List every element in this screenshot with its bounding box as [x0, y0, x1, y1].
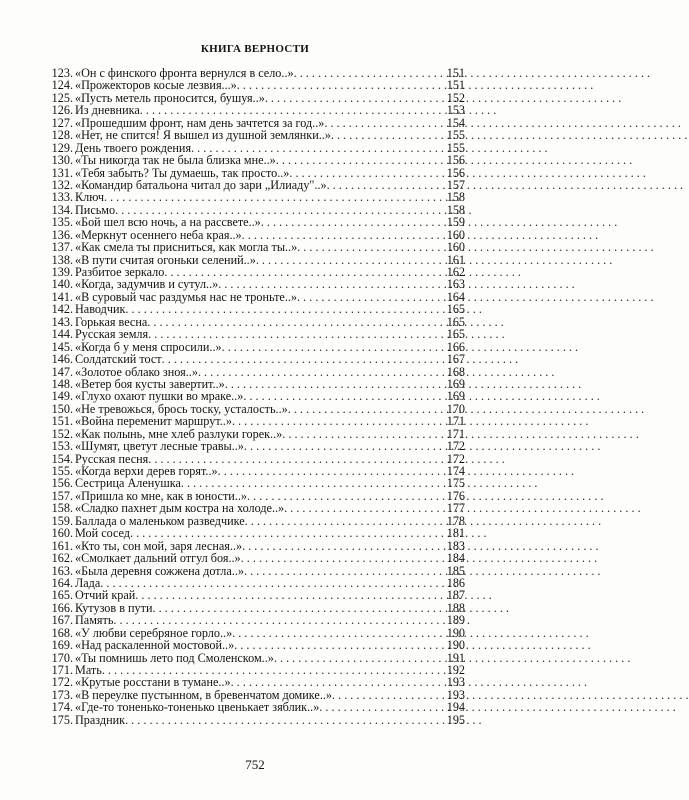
toc-entry-page: 160 [446, 240, 465, 255]
toc-entry-page: 154 [446, 115, 465, 130]
toc-entry-number: 167. [51, 613, 73, 628]
toc-entry [48, 129, 465, 141]
toc-entry-page: 158 [446, 190, 465, 205]
toc-entry-page: 177 [446, 501, 465, 516]
toc-entry-number: 128. [51, 128, 73, 143]
toc-entry [48, 154, 465, 166]
toc-entry [48, 589, 465, 601]
toc-entry [48, 328, 465, 340]
toc-entry-number: 162. [51, 551, 73, 566]
toc-entry-title: «Нет, не спится! Я вышел из душной землянки..» [75, 128, 331, 143]
toc-entry-page: 178 [446, 513, 465, 528]
toc-entry-number: 148. [51, 376, 73, 391]
toc-entry-title: «Ветер боя кусты завертит..» [75, 376, 225, 391]
toc-entry-title: «Где-то тоненько-тоненько цвенькает зяблик..» [75, 700, 320, 715]
toc-entry-page: 161 [446, 252, 465, 267]
toc-entry-page: 157 [446, 177, 465, 192]
toc-entry-title: «Как полынь, мне хлеб разлуки горек..» [75, 426, 283, 441]
toc-entry-page: 156 [446, 165, 465, 180]
toc-entry-title: Наводчик [75, 302, 126, 317]
toc-entry-number: 166. [51, 600, 73, 615]
toc-entry-number: 140. [51, 277, 73, 292]
toc-entry-number: 130. [51, 153, 73, 168]
toc-entry-title: «Крутые росстани в тумане..» [75, 675, 231, 690]
toc-entry [48, 440, 465, 452]
toc-entry-page: 165 [446, 314, 465, 329]
toc-entry-number: 150. [51, 401, 73, 416]
toc-entry-page: 155 [446, 128, 465, 143]
toc-entry-title: «Ты никогда так не была близка мне..» [75, 153, 276, 168]
toc-entry-page: 167 [446, 352, 465, 367]
toc-entry-title: «Пришла ко мне, как в юности..» [75, 488, 247, 503]
toc-entry-title: «Прошедшим фронт, нам день зачтется за год..» [75, 115, 325, 130]
toc-entry-page: 169 [446, 389, 465, 404]
toc-entry-page: 166 [446, 339, 465, 354]
toc-entry-title: «В суровый час раздумья нас не троньте..» [75, 289, 298, 304]
toc-entry-title: «Когда, задумчив и сутул..» [75, 277, 219, 292]
toc-entry-number: 168. [51, 625, 73, 640]
toc-entry-title: Кутузов в пути [75, 600, 153, 615]
toc-dot-leader [284, 502, 445, 514]
toc-entry-page: 186 [446, 575, 465, 590]
toc-entry-page: 168 [446, 364, 465, 379]
toc-entry-page: 194 [446, 700, 465, 715]
toc-entry-number: 154. [51, 451, 73, 466]
toc-entry-number: 129. [51, 140, 73, 155]
toc-entry-page: 165 [446, 302, 465, 317]
toc-entry-number: 137. [51, 240, 73, 255]
toc-entry-page: 183 [446, 538, 465, 553]
page-number: 752 [245, 757, 265, 772]
toc-entry-title: «Пусть метель проносится, бушуя..» [75, 90, 265, 105]
toc-entry [48, 216, 465, 228]
toc-entry [48, 552, 465, 564]
toc-dot-leader [331, 129, 445, 141]
toc-entry-title: Мать [75, 663, 102, 677]
toc-entry-number: 175. [51, 712, 73, 727]
toc-entry-page: 170 [446, 401, 465, 416]
toc-entry-page: 190 [446, 625, 465, 640]
table-of-contents [48, 67, 465, 726]
toc-entry-page: 187 [446, 588, 465, 603]
toc-dot-leader [148, 328, 445, 340]
toc-entry-page: 191 [446, 650, 465, 665]
toc-dot-leader [244, 440, 445, 452]
running-header: КНИГА ВЕРНОСТИ [200, 43, 310, 55]
toc-entry-page: 169 [446, 376, 465, 391]
toc-entry-number: 142. [51, 302, 73, 317]
toc-dot-leader [243, 390, 444, 402]
toc-entry-number: 125. [51, 90, 73, 105]
toc-entry [48, 502, 465, 514]
toc-entry-title: «Смолкает дальний отгул боя..» [75, 551, 241, 566]
toc-entry-title: «Кто ты, сон мой, заря лесная..» [75, 538, 243, 553]
toc-entry-number: 156. [51, 476, 73, 491]
toc-entry-title: Ключ [75, 190, 104, 205]
toc-entry-page: 151 [446, 78, 465, 93]
toc-entry-number: 131. [51, 165, 73, 180]
toc-entry-title: Разбитое зеркало [75, 265, 165, 279]
toc-entry-page: 163 [446, 277, 465, 292]
toc-entry-number: 174. [51, 700, 73, 715]
toc-entry-page: 176 [446, 488, 465, 503]
toc-entry [48, 390, 465, 402]
toc-entry-title: «Над раскаленной мостовой..» [75, 638, 235, 653]
toc-entry-number: 149. [51, 389, 73, 404]
toc-entry-page: 189 [446, 613, 465, 628]
toc-entry [48, 701, 465, 713]
toc-entry-page: 171 [446, 414, 465, 429]
toc-entry-page: 151 [446, 66, 465, 80]
toc-dot-leader [241, 552, 445, 564]
toc-entry-number: 157. [51, 488, 73, 503]
toc-entry-title: «Бой шел всю ночь, а на рассвете..» [75, 215, 261, 230]
toc-entry [48, 241, 465, 253]
toc-dot-leader [232, 415, 445, 427]
toc-entry [48, 614, 465, 626]
toc-entry-page: 192 [446, 663, 465, 677]
toc-entry-title: «Не тревожься, брось тоску, усталость..» [75, 401, 288, 416]
toc-entry-number: 126. [51, 103, 73, 118]
toc-entry-page: 152 [446, 90, 465, 105]
toc-entry-number: 161. [51, 538, 73, 553]
toc-entry-page: 164 [446, 289, 465, 304]
toc-entry-page: 162 [446, 265, 465, 279]
toc-entry-page: 153 [446, 103, 465, 118]
toc-entry-number: 138. [51, 252, 73, 267]
toc-entry-title: Праздник [75, 712, 126, 727]
toc-entry-title: Горькая весна [75, 314, 148, 329]
toc-dot-leader [125, 714, 445, 726]
toc-entry-page: 159 [446, 215, 465, 230]
toc-entry-number: 158. [51, 501, 73, 516]
toc-entry-number: 141. [51, 289, 73, 304]
toc-entry-number: 135. [51, 215, 73, 230]
toc-entry-title: Сестрица Аленушка [75, 476, 181, 491]
toc-entry-title: «В переулке пустынном, в бревенчатом домике..» [75, 687, 333, 702]
toc-dot-leader [234, 639, 445, 651]
toc-entry-page: 155 [446, 140, 465, 155]
toc-entry-title: «Золотое облако зноя..» [75, 364, 198, 379]
toc-entry [48, 477, 465, 489]
toc-entry-number: 160. [51, 526, 73, 541]
toc-entry-title: «Была деревня сожжена дотла..» [75, 563, 244, 578]
toc-entry-page: 193 [446, 675, 465, 690]
toc-entry-title: Солдатский тост [75, 352, 162, 367]
toc-entry [48, 639, 465, 651]
toc-entry-number: 163. [51, 563, 73, 578]
toc-entry-number: 155. [51, 464, 73, 478]
toc-entry-title: «Война переменит маршрут..» [75, 414, 232, 429]
toc-entry-page: 195 [446, 712, 465, 727]
toc-entry-title: «Глухо охают пушки во мраке..» [75, 389, 244, 404]
toc-entry-title: «У любви серебряное горло..» [75, 625, 233, 640]
toc-dot-leader [113, 614, 444, 626]
toc-entry-number: 153. [51, 439, 73, 454]
toc-entry-page: 165 [446, 327, 465, 342]
toc-entry-number: 127. [51, 115, 73, 130]
toc-entry-number: 159. [51, 513, 73, 528]
toc-entry-number: 133. [51, 190, 73, 205]
toc-entry-number: 146. [51, 352, 73, 367]
toc-entry-title: Письмо [75, 202, 116, 217]
toc-entry-title: Из дневника [75, 103, 140, 118]
toc-entry-number: 151. [51, 414, 73, 429]
toc-entry [48, 104, 465, 116]
toc-entry-title: «Ты помнишь лето под Смоленском..» [75, 650, 274, 665]
toc-entry-title: Отчий край [75, 588, 136, 603]
toc-entry-title: «Когда верхи дерев горят..» [75, 464, 218, 478]
toc-entry-number: 170. [51, 650, 73, 665]
toc-entry-title: Память [75, 613, 114, 628]
toc-entry-page: 160 [446, 227, 465, 242]
toc-entry [48, 714, 465, 726]
toc-dot-leader [135, 589, 444, 601]
toc-entry-title: Русская песня [75, 451, 149, 466]
toc-entry-page: 185 [446, 563, 465, 578]
toc-entry-page: 184 [446, 551, 465, 566]
toc-entry-title: «Прожекторов косые лезвия...» [75, 78, 237, 93]
toc-entry [48, 415, 465, 427]
toc-entry-number: 143. [51, 314, 73, 329]
toc-dot-leader [104, 191, 445, 203]
toc-entry [48, 278, 465, 290]
toc-entry-number: 139. [51, 265, 73, 279]
toc-entry-page: 181 [446, 526, 465, 541]
toc-entry-page: 190 [446, 638, 465, 653]
toc-entry-title: «Как смела ты присниться, как могла ты..» [75, 240, 298, 255]
toc-entry-title: «В пути считая огоньки селений..» [75, 252, 256, 267]
toc-entry-title: «Командир батальона читал до зари „Илиаду"..» [75, 177, 327, 192]
toc-dot-leader [319, 701, 444, 713]
toc-entry-page: 171 [446, 426, 465, 441]
toc-entry-page: 156 [446, 153, 465, 168]
toc-entry-number: 134. [51, 202, 73, 217]
toc-entry-page: 188 [446, 600, 465, 615]
toc-dot-leader [140, 104, 445, 116]
toc-entry [48, 353, 465, 365]
toc-entry-page: 174 [446, 464, 465, 478]
toc-entry-title: Мой сосед [75, 526, 131, 541]
toc-entry-page: 175 [446, 476, 465, 491]
toc-dot-leader [297, 241, 445, 253]
toc-dot-leader [276, 154, 445, 166]
toc-entry-number: 173. [51, 687, 73, 702]
toc-entry-page: 172 [446, 451, 465, 466]
toc-entry-number: 164. [51, 575, 73, 590]
toc-entry-title: «Сладко пахнет дым костра на холоде..» [75, 501, 285, 516]
toc-entry-page: 193 [446, 687, 465, 702]
toc-entry-number: 171. [51, 663, 73, 677]
toc-entry-number: 132. [51, 177, 73, 192]
toc-dot-leader [125, 303, 444, 315]
toc-entry-title: «Он с финского фронта вернулся в село..» [75, 66, 294, 80]
toc-entry-page: 158 [446, 202, 465, 217]
toc-entry-number: 145. [51, 339, 73, 354]
toc-entry-number: 152. [51, 426, 73, 441]
toc-entry-page: 172 [446, 439, 465, 454]
toc-entry-title: «Когда б у меня спросили..» [75, 339, 222, 354]
toc-dot-leader [162, 353, 445, 365]
toc-entry-title: Баллада о маленьком разведчике [75, 513, 245, 528]
toc-entry-number: 144. [51, 327, 73, 342]
toc-entry-number: 172. [51, 675, 73, 690]
toc-dot-leader [130, 527, 445, 539]
toc-entry-number: 136. [51, 227, 73, 242]
toc-entry [48, 303, 465, 315]
toc-entry [48, 676, 465, 688]
toc-entry-title: День твоего рождения [75, 140, 192, 155]
toc-entry-title: «Меркнут осеннего неба края..» [75, 227, 242, 242]
toc-entry [48, 79, 465, 91]
toc-dot-leader [261, 216, 445, 228]
toc-entry-title: «Шумят, цветут лесные травы..» [75, 439, 244, 454]
toc-entry-title: Русская земля [75, 327, 149, 342]
toc-entry-number: 169. [51, 638, 73, 653]
toc-entry-number: 123. [51, 66, 73, 80]
toc-entry-number: 165. [51, 588, 73, 603]
toc-entry-number: 124. [51, 78, 73, 93]
toc-entry [48, 527, 465, 539]
toc-entry-title: «Тебя забыть? Ты думаешь, так просто..» [75, 165, 290, 180]
toc-entry-number: 147. [51, 364, 73, 379]
toc-entry [48, 191, 465, 203]
toc-entry-title: Лада [75, 575, 101, 590]
